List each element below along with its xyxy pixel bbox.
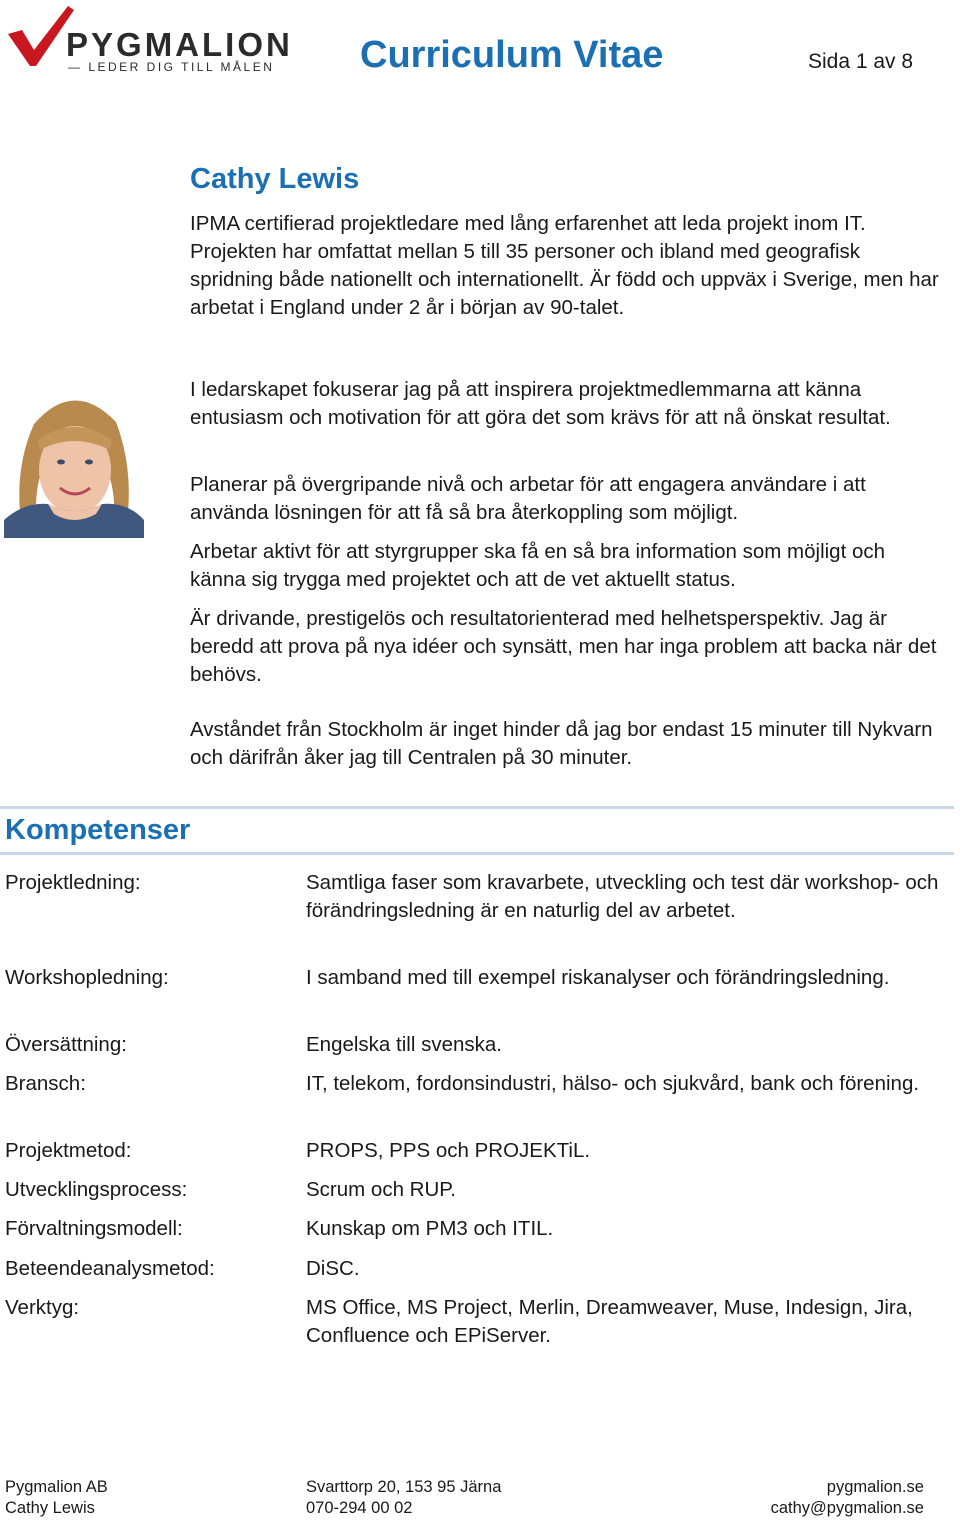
intro-paragraph: Arbetar aktivt för att styrgrupper ska få en så bra information som möjligt och känna sig trygga med projektet och att de vet aktuellt status. xyxy=(190,540,886,591)
skill-value: Kunskap om PM3 och ITIL. xyxy=(306,1217,554,1240)
intro-paragraph: IPMA certifierad projektledare med lång erfarenhet att leda projekt inom IT. Projekten har omfattat mellan 5 till 35 personer och ibland med geografisk spridning både nationellt och internationellt. Är född och uppväx i Sverige, men har arbetat i England under 2 år i början av 90-talet. xyxy=(190,212,939,319)
intro-paragraph: Avståndet från Stockholm är inget hinder då jag bor endast 15 minuter till Nykvarn och därifrån åker jag till Centralen på 30 minuter. xyxy=(190,718,933,769)
footer-person: Cathy Lewis xyxy=(5,1499,95,1517)
section-heading-kompetenser: Kompetenser xyxy=(5,814,191,846)
footer-company: Pygmalion AB xyxy=(5,1478,108,1496)
portrait-photo xyxy=(4,384,144,538)
person-name: Cathy Lewis xyxy=(190,163,360,195)
skill-value: Engelska till svenska. xyxy=(306,1033,502,1056)
skill-label: Bransch: xyxy=(5,1072,86,1095)
skill-label: Projektledning: xyxy=(5,871,141,894)
intro-paragraph: Är drivande, prestigelös och resultatorienterad med helhetsperspektiv. Jag är beredd att prova på nya idéer och synsätt, men har inga problem att backa när det behövs. xyxy=(190,607,937,686)
skill-value: MS Office, MS Project, Merlin, Dreamweaver, Muse, Indesign, Jira, Confluence och EPiServer. xyxy=(306,1296,913,1347)
document-title: Curriculum Vitae xyxy=(360,34,664,76)
skill-value: Samtliga faser som kravarbete, utveckling och test där workshop- och förändringsledning är en naturlig del av arbetet. xyxy=(306,871,939,922)
skill-value: Scrum och RUP. xyxy=(306,1178,457,1201)
divider xyxy=(0,852,954,855)
footer-website[interactable]: pygmalion.se xyxy=(826,1478,924,1496)
skill-label: Utvecklingsprocess: xyxy=(5,1178,188,1201)
skill-label: Översättning: xyxy=(5,1033,127,1056)
footer-address: Svarttorp 20, 153 95 Järna xyxy=(306,1478,502,1496)
page-indicator: Sida 1 av 8 xyxy=(808,50,914,73)
skill-label: Workshopledning: xyxy=(5,966,169,989)
logo-tagline: — LEDER DIG TILL MÅLEN xyxy=(68,60,275,74)
checkmark-icon xyxy=(4,4,74,74)
skill-value: IT, telekom, fordonsindustri, hälso- och sjukvård, bank och förening. xyxy=(306,1072,920,1095)
skill-value: PROPS, PPS och PROJEKTiL. xyxy=(306,1139,591,1162)
divider xyxy=(0,806,954,809)
footer-email[interactable]: cathy@pygmalion.se xyxy=(770,1499,924,1517)
skill-label: Förvaltningsmodell: xyxy=(5,1217,183,1240)
pygmalion-logo xyxy=(4,4,324,74)
logo-wordmark: PYGMALION xyxy=(66,26,293,63)
skill-label: Beteendeanalysmetod: xyxy=(5,1257,215,1280)
intro-paragraph: Planerar på övergripande nivå och arbetar för att engagera användare i att använda lösningen för att få så bra återkoppling som möjligt. xyxy=(190,473,866,524)
skill-label: Verktyg: xyxy=(5,1296,80,1319)
footer-phone: 070-294 00 02 xyxy=(306,1499,413,1517)
intro-paragraph: I ledarskapet fokuserar jag på att inspirera projektmedlemmarna att känna entusiasm och motivation för att göra det som krävs för att nå önskat resultat. xyxy=(190,378,891,429)
skill-value: DiSC. xyxy=(306,1257,360,1280)
skill-label: Projektmetod: xyxy=(5,1139,132,1162)
skill-value: I samband med till exempel riskanalyser och förändringsledning. xyxy=(306,966,890,989)
